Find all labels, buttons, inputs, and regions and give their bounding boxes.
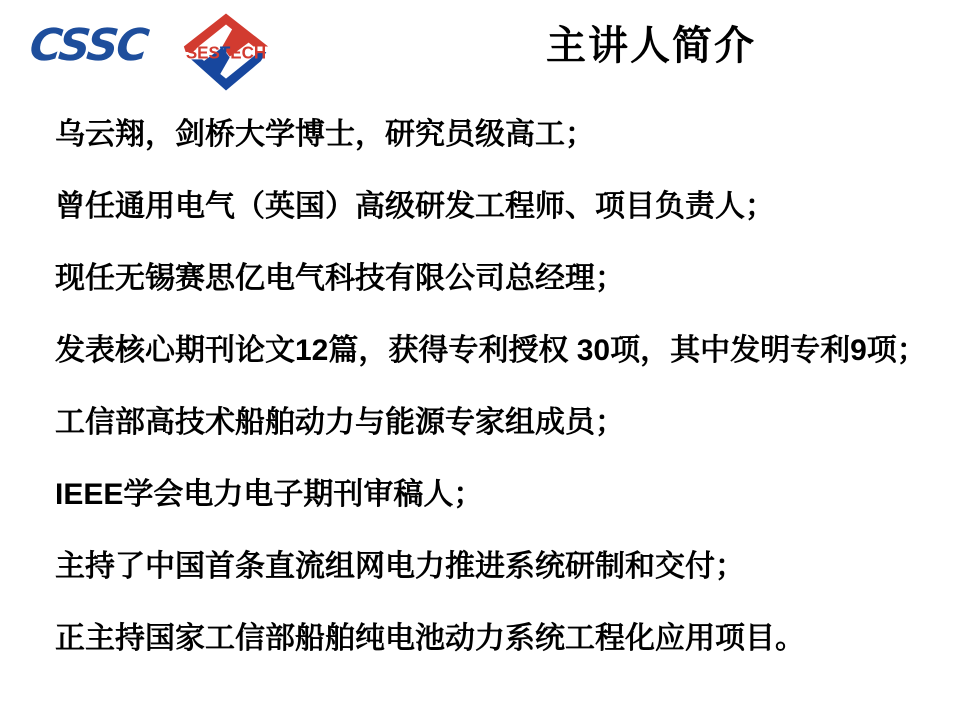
bullet-line-1: 乌云翔，剑桥大学博士，研究员级高工；: [55, 118, 595, 151]
sestech-text-t: T: [219, 42, 231, 63]
sestech-text-ses: SES: [185, 42, 220, 63]
sestech-logo: [180, 8, 272, 96]
bullet-line-6: IEEE学会电力电子期刊审稿人；: [55, 478, 484, 511]
page-title: 主讲人简介: [546, 24, 756, 68]
bullet-line-4: 发表核心期刊论文12篇，获得专利授权 30项，其中发明专利9项；: [55, 334, 927, 367]
bullet-line-5: 工信部高技术船舶动力与能源专家组成员；: [55, 406, 625, 439]
bullet-line-8: 正主持国家工信部船舶纯电池动力系统工程化应用项目。: [55, 622, 805, 655]
bullet-line-7: 主持了中国首条直流组网电力推进系统研制和交付；: [55, 550, 745, 583]
sestech-text-ech: ECH: [230, 42, 267, 63]
sestech-logo-text: [180, 44, 272, 62]
bullet-line-3: 现任无锡赛思亿电气科技有限公司总经理；: [55, 262, 625, 295]
bullet-list: [55, 120, 940, 654]
bullet-line-2: 曾任通用电气（英国）高级研发工程师、项目负责人；: [55, 190, 775, 223]
cssc-logo: CSSC: [27, 20, 150, 71]
